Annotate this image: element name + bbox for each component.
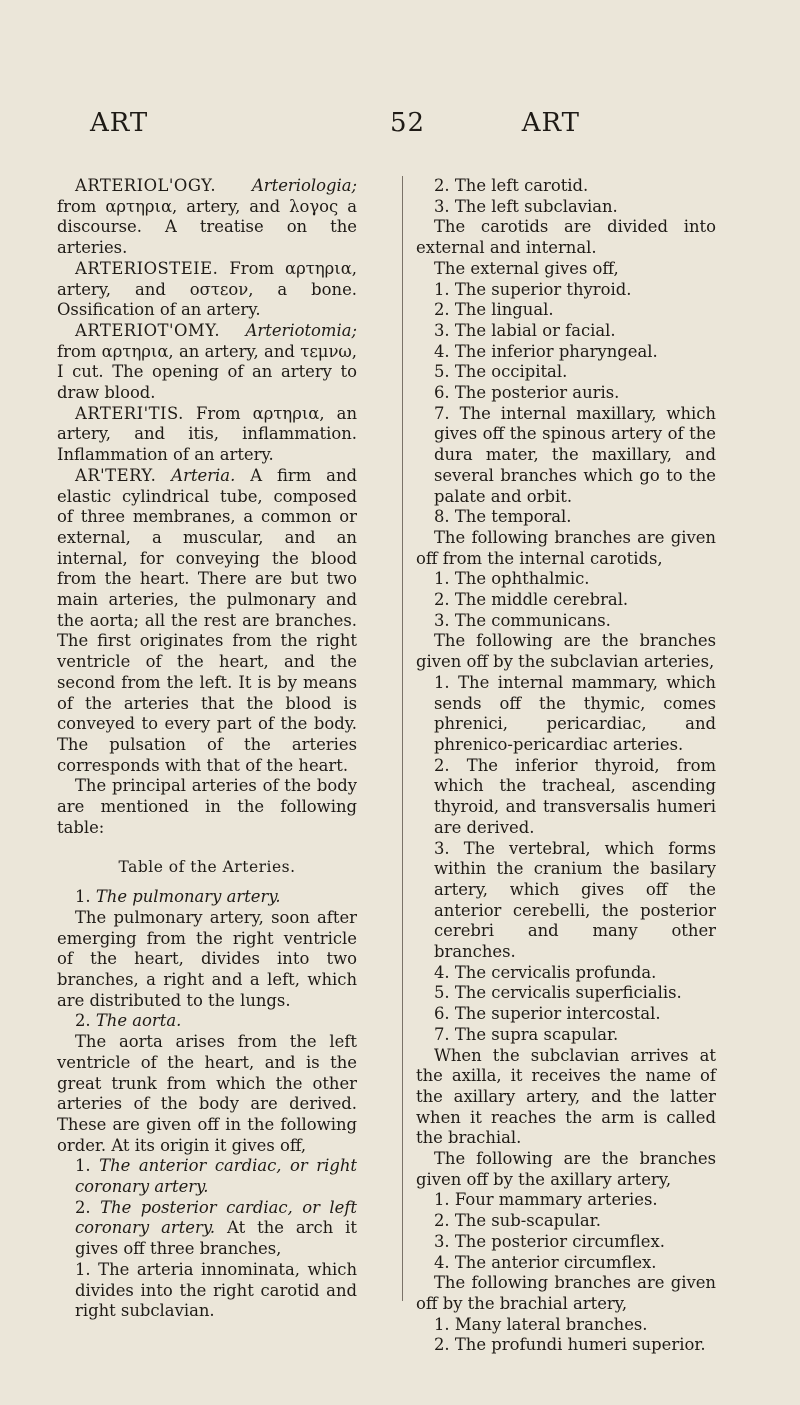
list-item [57, 1260, 357, 1322]
list-item-number: 1. [434, 279, 455, 299]
list-item-number: 2. [434, 590, 455, 610]
list-item-number: 7. [434, 403, 460, 423]
list-item-number: 2. [434, 300, 455, 320]
list-item [416, 197, 716, 218]
list-item-text: The temporal. [454, 507, 572, 527]
list-item-text: The left carotid. [454, 176, 589, 195]
entry-headword: ARTERI'TIS. [75, 403, 184, 423]
list-item-text: The inferior thyroid, from which the tracheal, ascending thyroid, and transversalis humeri are derived. [434, 755, 716, 837]
paragraph: The pulmonary artery, soon after emerging from the right ventricle of the heart, divides into two branches, a right and a left, which are distributed to the lungs. [57, 907, 357, 1010]
list-item-text: The labial or facial. [454, 320, 616, 340]
list-item [57, 887, 357, 908]
list-item [416, 362, 716, 383]
list-item [416, 383, 716, 404]
list-item [416, 590, 716, 611]
paragraph: The carotids are divided into external and internal. [416, 217, 716, 258]
list-item [416, 839, 716, 963]
list-item-text: The posterior auris. [454, 383, 620, 403]
list-item-number: 4. [434, 341, 455, 361]
paragraph: The external gives off, [434, 258, 619, 278]
list-item [416, 176, 716, 197]
paragraph: When the subclavian arrives at the axilla, it receives the name of the axillary artery, and the latter when it reaches the arm is called the brachial. [416, 1045, 716, 1148]
list-item-number: 5. [434, 362, 455, 382]
entry-headword: AR'TERY. [75, 465, 157, 485]
list-item-text: The vertebral, which forms within the cranium the basilary artery, which gives off the anterior cerebelli, the posterior cerebri and many other branches. [434, 838, 716, 962]
list-item [416, 1004, 716, 1025]
list-item-text: The cervicalis superficialis. [454, 983, 682, 1003]
right-column [416, 176, 716, 1356]
list-item-text: The superior thyroid. [454, 279, 632, 299]
list-item-text: The internal maxillary, which gives off the spinous artery of the dura mater, the maxillary, and several branches which go to the palate and orbit. [434, 403, 716, 506]
list-item-number: 2. [434, 1211, 455, 1231]
list-item-number: 2. [434, 176, 455, 195]
list-item-text: The anterior circumflex. [454, 1252, 657, 1272]
list-item [57, 1156, 357, 1197]
list-item [416, 1190, 716, 1211]
list-item-number: 4. [434, 962, 455, 982]
list-item-number: 3. [434, 838, 464, 858]
dictionary-entry [57, 404, 357, 466]
list-item-number: 1. [75, 887, 96, 907]
list-item-text: The cervicalis profunda. [454, 962, 657, 982]
list-item-number: 1. [434, 1190, 455, 1210]
dictionary-entry [57, 176, 357, 259]
running-head-left: ART [90, 108, 149, 138]
list-item-number: 6. [434, 1004, 455, 1024]
list-item [57, 1011, 357, 1032]
list-item-number: 7. [434, 1024, 455, 1044]
list-item [416, 673, 716, 756]
paragraph: The following are the branches given off by the subclavian arteries, [416, 631, 716, 672]
list-item-text: The profundi humeri superior. [454, 1335, 706, 1355]
list-item [416, 1211, 716, 1232]
list-item [57, 1198, 357, 1260]
paragraph: The aorta arises from the left ventricle of the heart, and is the great trunk from which the other arteries of the body are derived. These are given off in the following order. At its origin it gives off, [57, 1032, 357, 1155]
paragraph: The following branches are given off from the internal carotids, [416, 527, 716, 568]
list-item [416, 280, 716, 301]
paragraph: The following are the branches given off by the axillary artery, [416, 1149, 716, 1189]
list-item-text: Many lateral branches. [454, 1314, 648, 1334]
entry-latin: Arteria. [171, 465, 236, 485]
list-item-number: 4. [434, 1252, 455, 1272]
entry-headword: ARTERIOSTEIE. [75, 258, 219, 278]
paragraph: The principal arteries of the body are mentioned in the following table: [57, 776, 357, 837]
entry-definition: A firm and elastic cylindrical tube, composed of three membranes, a common or external, a muscular, and an internal, for conveying the blood from the heart. There are but two main arteries, the pulmonary and the aorta; all the rest are branches. The first originates from the right ventricle of the heart, and the second from the left. It is by means of the arteries that the blood is conveyed to every part of the body. The pulsation of the arteries corresponds with that of the heart. [57, 465, 357, 775]
column-divider [402, 176, 403, 1301]
list-item [416, 342, 716, 363]
running-head [60, 100, 740, 140]
entry-definition: from αρτηρια, artery, and λογος a discourse. A treatise on the arteries. [57, 196, 357, 258]
list-item-italic: The posterior cardiac, or left coronary artery. [75, 1197, 357, 1238]
table-title: Table of the Arteries. [118, 857, 296, 876]
list-item-text: The posterior circumflex. [454, 1231, 665, 1251]
list-item-number: 3. [434, 610, 455, 630]
entry-headword: ARTERIOL'OGY. [75, 176, 217, 195]
list-item [416, 1025, 716, 1046]
list-item [416, 321, 716, 342]
list-item-number: 6. [434, 383, 455, 403]
list-item [416, 1315, 716, 1336]
list-item-number: 3. [434, 1231, 455, 1251]
dictionary-entry [57, 321, 357, 404]
entry-definition: From αρτηρια, an artery, and itis, inflammation. Inflammation of an artery. [57, 403, 357, 465]
list-item-text: The inferior pharyngeal. [454, 341, 658, 361]
list-item-number: 1. [434, 569, 455, 589]
list-item-text: The middle cerebral. [454, 590, 629, 610]
list-item-number: 1. [434, 1314, 455, 1334]
list-item [416, 1232, 716, 1253]
dictionary-entry [57, 259, 357, 321]
paragraph: The following branches are given off by the brachial artery, [416, 1273, 716, 1313]
running-head-right: ART [521, 108, 580, 138]
list-item-text: The ophthalmic. [454, 569, 590, 589]
entry-latin: Arteriotomia; [245, 320, 357, 340]
list-item-number: 1. [75, 1156, 100, 1176]
page-number: 52 [390, 108, 426, 138]
list-item-text: Four mammary arteries. [454, 1190, 658, 1210]
list-item-number: 1. [75, 1259, 99, 1279]
list-item-text: The supra scapular. [454, 1024, 619, 1044]
left-column [57, 176, 357, 1322]
list-item-text: The communicans. [454, 610, 611, 630]
entry-headword: ARTERIOT'OMY. [75, 320, 221, 340]
list-item [416, 300, 716, 321]
entry-definition: From αρτηρια, artery, and οστεον, a bone. Ossification of an artery. [57, 258, 357, 320]
list-item [416, 404, 716, 508]
list-item-number: 1. [434, 672, 459, 692]
list-item-text: The sub-scapular. [454, 1211, 601, 1231]
list-item-italic: The anterior cardiac, or right coronary artery. [75, 1156, 357, 1197]
list-item [416, 1335, 716, 1356]
list-item [416, 756, 716, 839]
list-item-number: 3. [434, 196, 455, 216]
list-item [416, 963, 716, 984]
list-item [416, 611, 716, 632]
list-item-number: 2. [75, 1011, 96, 1031]
list-item-number: 2. [75, 1197, 101, 1217]
list-item-italic: The pulmonary artery. [95, 887, 281, 907]
entry-definition: from αρτηρια, an artery, and τεμνω, I cut. The opening of an artery to draw blood. [57, 341, 357, 403]
list-item-text: At the arch it gives off three branches, [75, 1218, 357, 1259]
list-item-number: 2. [434, 755, 467, 775]
list-item-text: The arteria innominata, which divides into the right carotid and right subclavian. [75, 1259, 358, 1321]
list-item-number: 2. [434, 1335, 455, 1355]
list-item-text: The occipital. [454, 362, 568, 382]
list-item [416, 983, 716, 1004]
list-item-text: The left subclavian. [454, 196, 618, 216]
list-item-text: The lingual. [454, 300, 554, 320]
list-item-italic: The aorta. [95, 1011, 182, 1031]
list-item [416, 569, 716, 590]
entry-latin: Arteriologia; [251, 176, 357, 195]
list-item [416, 507, 716, 528]
list-item-number: 3. [434, 320, 455, 340]
list-item-number: 5. [434, 983, 455, 1003]
list-item-number: 8. [434, 507, 455, 527]
list-item-text: The internal mammary, which sends off the thymic, comes phrenici, pericardiac, and phrenico-pericardiac arteries. [434, 672, 716, 754]
list-item-text: The superior intercostal. [454, 1004, 661, 1024]
dictionary-entry [57, 466, 357, 777]
list-item [416, 1253, 716, 1274]
